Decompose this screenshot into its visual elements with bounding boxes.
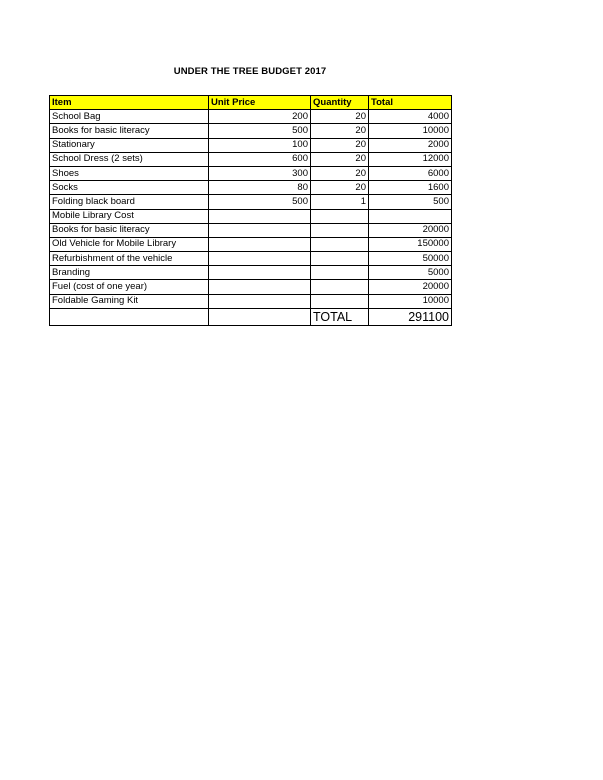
table-row — [50, 195, 452, 209]
item-cell: School Dress (2 sets) — [50, 152, 209, 166]
header-row — [50, 96, 452, 110]
table-row — [50, 124, 452, 138]
item-cell: Shoes — [50, 166, 209, 180]
unit-price-cell — [209, 280, 311, 294]
unit-price-cell — [209, 294, 311, 308]
unit-price-cell: 600 — [209, 152, 311, 166]
unit-price-cell: 200 — [209, 110, 311, 124]
item-cell: Books for basic literacy — [50, 223, 209, 237]
table-row — [50, 138, 452, 152]
item-cell: Old Vehicle for Mobile Library — [50, 237, 209, 251]
total-cell: 20000 — [369, 280, 452, 294]
unit-price-cell — [209, 266, 311, 280]
unit-price-cell: 80 — [209, 181, 311, 195]
empty-cell — [50, 308, 209, 325]
budget-table — [49, 95, 452, 326]
table-row — [50, 266, 452, 280]
table-row — [50, 166, 452, 180]
page-title: UNDER THE TREE BUDGET 2017 — [173, 66, 327, 77]
quantity-cell: 20 — [311, 124, 369, 138]
total-cell: 12000 — [369, 152, 452, 166]
unit-price-cell: 100 — [209, 138, 311, 152]
quantity-cell — [311, 209, 369, 223]
item-cell: Books for basic literacy — [50, 124, 209, 138]
item-cell: School Bag — [50, 110, 209, 124]
item-cell: Refurbishment of the vehicle — [50, 252, 209, 266]
table-row — [50, 252, 452, 266]
unit-price-cell: 500 — [209, 195, 311, 209]
total-cell: 2000 — [369, 138, 452, 152]
item-cell: Folding black board — [50, 195, 209, 209]
quantity-cell — [311, 280, 369, 294]
total-cell: 6000 — [369, 166, 452, 180]
total-cell: 1600 — [369, 181, 452, 195]
unit-price-cell — [209, 223, 311, 237]
total-cell: 4000 — [369, 110, 452, 124]
unit-price-cell: 500 — [209, 124, 311, 138]
quantity-cell — [311, 294, 369, 308]
header-item: Item — [50, 96, 209, 110]
header-quantity: Quantity — [311, 96, 369, 110]
total-cell: 5000 — [369, 266, 452, 280]
table-row — [50, 181, 452, 195]
total-cell: 50000 — [369, 252, 452, 266]
total-cell — [369, 209, 452, 223]
unit-price-cell — [209, 209, 311, 223]
table-row — [50, 237, 452, 251]
table-row — [50, 152, 452, 166]
unit-price-cell — [209, 252, 311, 266]
quantity-cell: 1 — [311, 195, 369, 209]
total-cell: 500 — [369, 195, 452, 209]
quantity-cell — [311, 237, 369, 251]
table-row — [50, 223, 452, 237]
section-row — [50, 209, 452, 223]
header-total: Total — [369, 96, 452, 110]
quantity-cell — [311, 266, 369, 280]
header-unit-price: Unit Price — [209, 96, 311, 110]
item-cell: Fuel (cost of one year) — [50, 280, 209, 294]
section-row — [50, 294, 452, 308]
quantity-cell: 20 — [311, 138, 369, 152]
total-cell: 150000 — [369, 237, 452, 251]
unit-price-cell: 300 — [209, 166, 311, 180]
quantity-cell — [311, 252, 369, 266]
quantity-cell: 20 — [311, 110, 369, 124]
table-row — [50, 110, 452, 124]
total-cell: 10000 — [369, 124, 452, 138]
table-row — [50, 280, 452, 294]
item-cell: Socks — [50, 181, 209, 195]
section-heading: Mobile Library Cost — [50, 209, 209, 223]
quantity-cell: 20 — [311, 181, 369, 195]
empty-cell — [209, 308, 311, 325]
total-cell: 20000 — [369, 223, 452, 237]
total-row — [50, 308, 452, 325]
unit-price-cell — [209, 237, 311, 251]
section-heading: Foldable Gaming Kit — [50, 294, 209, 308]
quantity-cell: 20 — [311, 166, 369, 180]
quantity-cell: 20 — [311, 152, 369, 166]
item-cell: Stationary — [50, 138, 209, 152]
quantity-cell — [311, 223, 369, 237]
grand-total-value: 291100 — [369, 308, 452, 325]
total-label: TOTAL — [311, 308, 369, 325]
total-cell: 10000 — [369, 294, 452, 308]
item-cell: Branding — [50, 266, 209, 280]
